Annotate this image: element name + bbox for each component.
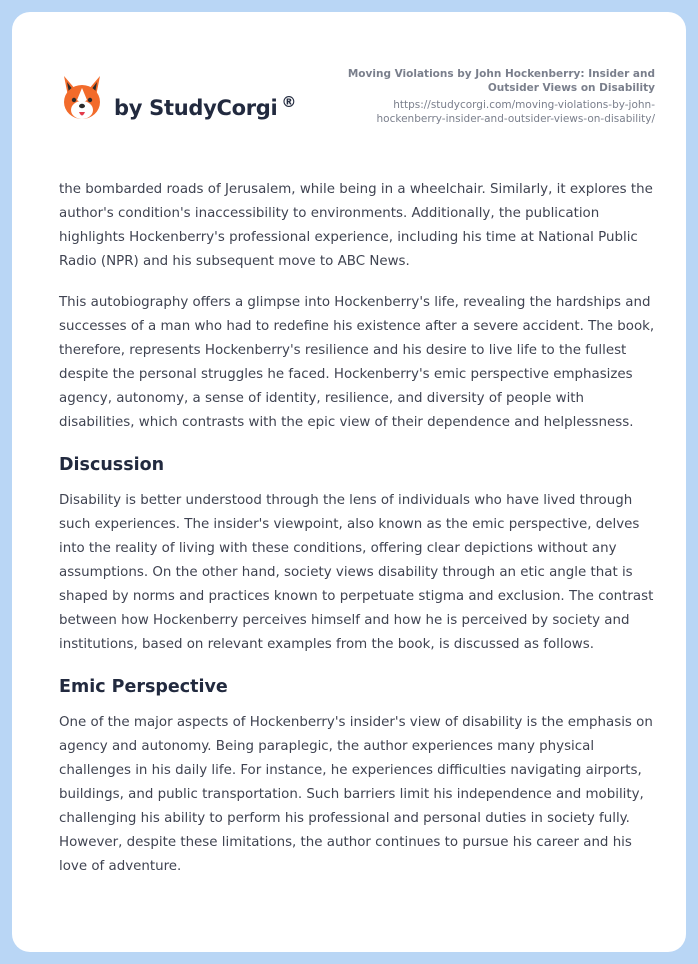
header <box>12 12 686 162</box>
section-heading-emic-perspective: Emic Perspective <box>59 677 228 697</box>
brand-text: by StudyCorgi <box>114 96 278 120</box>
page <box>12 12 686 952</box>
brand-name[interactable] <box>114 93 297 120</box>
corgi-logo-icon <box>60 74 104 122</box>
document-meta <box>325 67 655 126</box>
document-url[interactable]: https://studycorgi.com/moving-violations-by-john-hockenberry-insider-and-outsider-views-on-disability/ <box>376 99 655 125</box>
paragraph: Disability is better understood through the lens of individuals who have lived through such experiences. The insider's viewpoint, also known as the emic perspective, delves into the reality of living with these conditions, offering clear depictions without any assumptions. On the other hand, society views disability through an etic angle that is shaped by norms and practices known to perpetuate stigma and exclusion. The contrast between how Hockenberry perceives himself and how he is perceived by society and institutions, based on relevant examples from the book, is discussed as follows. <box>59 493 654 652</box>
section-heading-discussion: Discussion <box>59 455 165 475</box>
paragraph: the bombarded roads of Jerusalem, while being in a wheelchair. Similarly, it explores the author's condition's inaccessibility to environments. Additionally, the publication highlights Hockenberry's professional experience, including his time at National Public Radio (NPR) and his subsequent move to ABC News. <box>59 182 653 269</box>
registered-mark: ® <box>281 93 297 111</box>
document-title: Moving Violations by John Hockenberry: Insider and Outsider Views on Disability <box>347 68 655 94</box>
article-body <box>59 178 659 896</box>
paragraph: One of the major aspects of Hockenberry's insider's view of disability is the emphasis on agency and autonomy. Being paraplegic, the author experiences many physical challenges in his daily life. For instance, he experiences difficulties navigating airports, buildings, and public transportation. Such barriers limit his independence and mobility, challenging his ability to perform his professional and personal duties in society fully. However, despite these limitations, the author continues to pursue his career and his love of adventure. <box>59 715 653 874</box>
paragraph: This autobiography offers a glimpse into Hockenberry's life, revealing the hardships and successes of a man who had to redefine his existence after a severe accident. The book, therefore, represents Hockenberry's resilience and his desire to live life to the fullest despite the personal struggles he faced. Hockenberry's emic perspective emphasizes agency, autonomy, a sense of identity, resilience, and diversity of people with disabilities, which contrasts with the epic view of their dependence and helplessness. <box>59 295 655 430</box>
